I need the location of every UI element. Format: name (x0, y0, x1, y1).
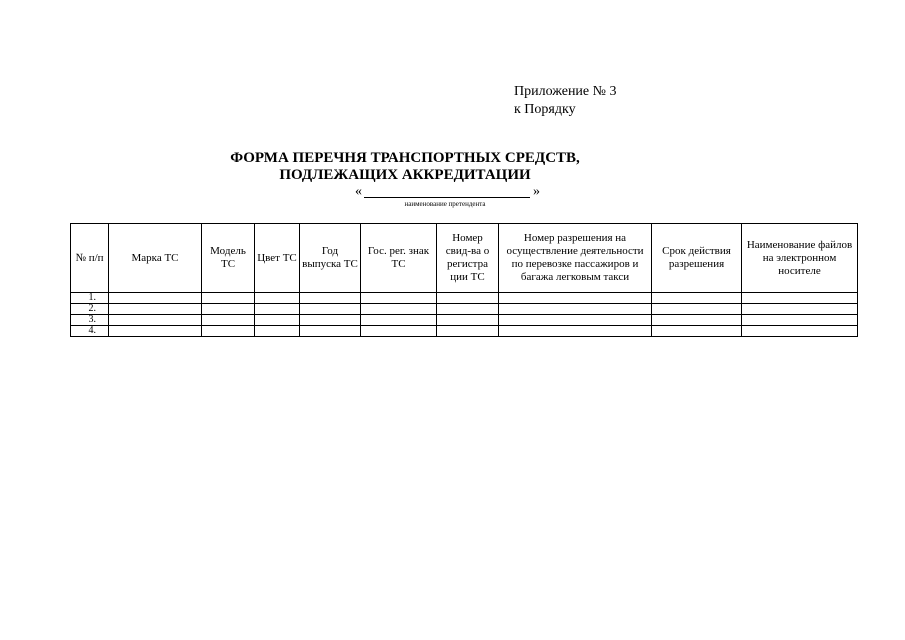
table-cell (437, 326, 499, 337)
table-cell (652, 304, 742, 315)
table-cell (109, 293, 202, 304)
table-cell (361, 326, 437, 337)
vehicle-list-table (70, 223, 858, 337)
row-number: 3. (71, 315, 109, 326)
table-cell (499, 304, 652, 315)
title-line-2: ПОДЛЕЖАЩИХ АККРЕДИТАЦИИ (279, 167, 531, 183)
open-quote: « (355, 184, 362, 199)
appendix-number: Приложение № 3 (514, 84, 617, 99)
appendix-header (514, 83, 617, 119)
table-cell (437, 315, 499, 326)
table-cell (255, 326, 300, 337)
table-cell (202, 293, 255, 304)
table-cell (202, 304, 255, 315)
table-cell (300, 304, 361, 315)
table-cell (109, 315, 202, 326)
table-row (71, 293, 858, 304)
col-header-permit-term: Срок действия разрешения (652, 224, 742, 293)
table-cell (300, 326, 361, 337)
col-header-registration: Номер свид-ва о регистра ции ТС (437, 224, 499, 293)
applicant-name-caption: наименование претендента (404, 200, 486, 208)
col-header-number: № п/п (71, 224, 109, 293)
table-cell (361, 293, 437, 304)
applicant-name-line (364, 197, 530, 198)
appendix-reference: к Порядку (514, 102, 576, 117)
table-cell (255, 315, 300, 326)
document-title (190, 150, 620, 184)
row-number: 2. (71, 304, 109, 315)
table-cell (202, 326, 255, 337)
table-cell (300, 293, 361, 304)
table-row (71, 326, 858, 337)
close-quote: » (533, 184, 540, 199)
table-cell (652, 315, 742, 326)
title-line-1: ФОРМА ПЕРЕЧНЯ ТРАНСПОРТНЫХ СРЕДСТВ, (230, 150, 580, 166)
table-cell (109, 326, 202, 337)
table-cell (109, 304, 202, 315)
table-cell (652, 293, 742, 304)
table-cell (742, 293, 858, 304)
col-header-file-names: Наименование файлов на электронном носителе (742, 224, 858, 293)
table-row (71, 304, 858, 315)
table-row (71, 315, 858, 326)
table-cell (202, 315, 255, 326)
row-number: 4. (71, 326, 109, 337)
table-cell (499, 326, 652, 337)
col-header-plate: Гос. рег. знак ТС (361, 224, 437, 293)
table-cell (742, 326, 858, 337)
table-cell (437, 293, 499, 304)
table-cell (742, 315, 858, 326)
table-cell (255, 304, 300, 315)
table-cell (437, 304, 499, 315)
col-header-color: Цвет ТС (255, 224, 300, 293)
table-cell (300, 315, 361, 326)
row-number: 1. (71, 293, 109, 304)
col-header-make: Марка ТС (109, 224, 202, 293)
table-cell (499, 315, 652, 326)
table-cell (255, 293, 300, 304)
col-header-permit-number: Номер разрешения на осуществление деятельности по перевозке пассажиров и багажа легковым такси (499, 224, 652, 293)
table-cell (742, 304, 858, 315)
table-cell (499, 293, 652, 304)
table-header-row (71, 224, 858, 293)
table-cell (361, 315, 437, 326)
applicant-name-blank (355, 184, 540, 200)
col-header-model: Модель ТС (202, 224, 255, 293)
col-header-year: Год выпуска ТС (300, 224, 361, 293)
table-cell (652, 326, 742, 337)
table-cell (361, 304, 437, 315)
